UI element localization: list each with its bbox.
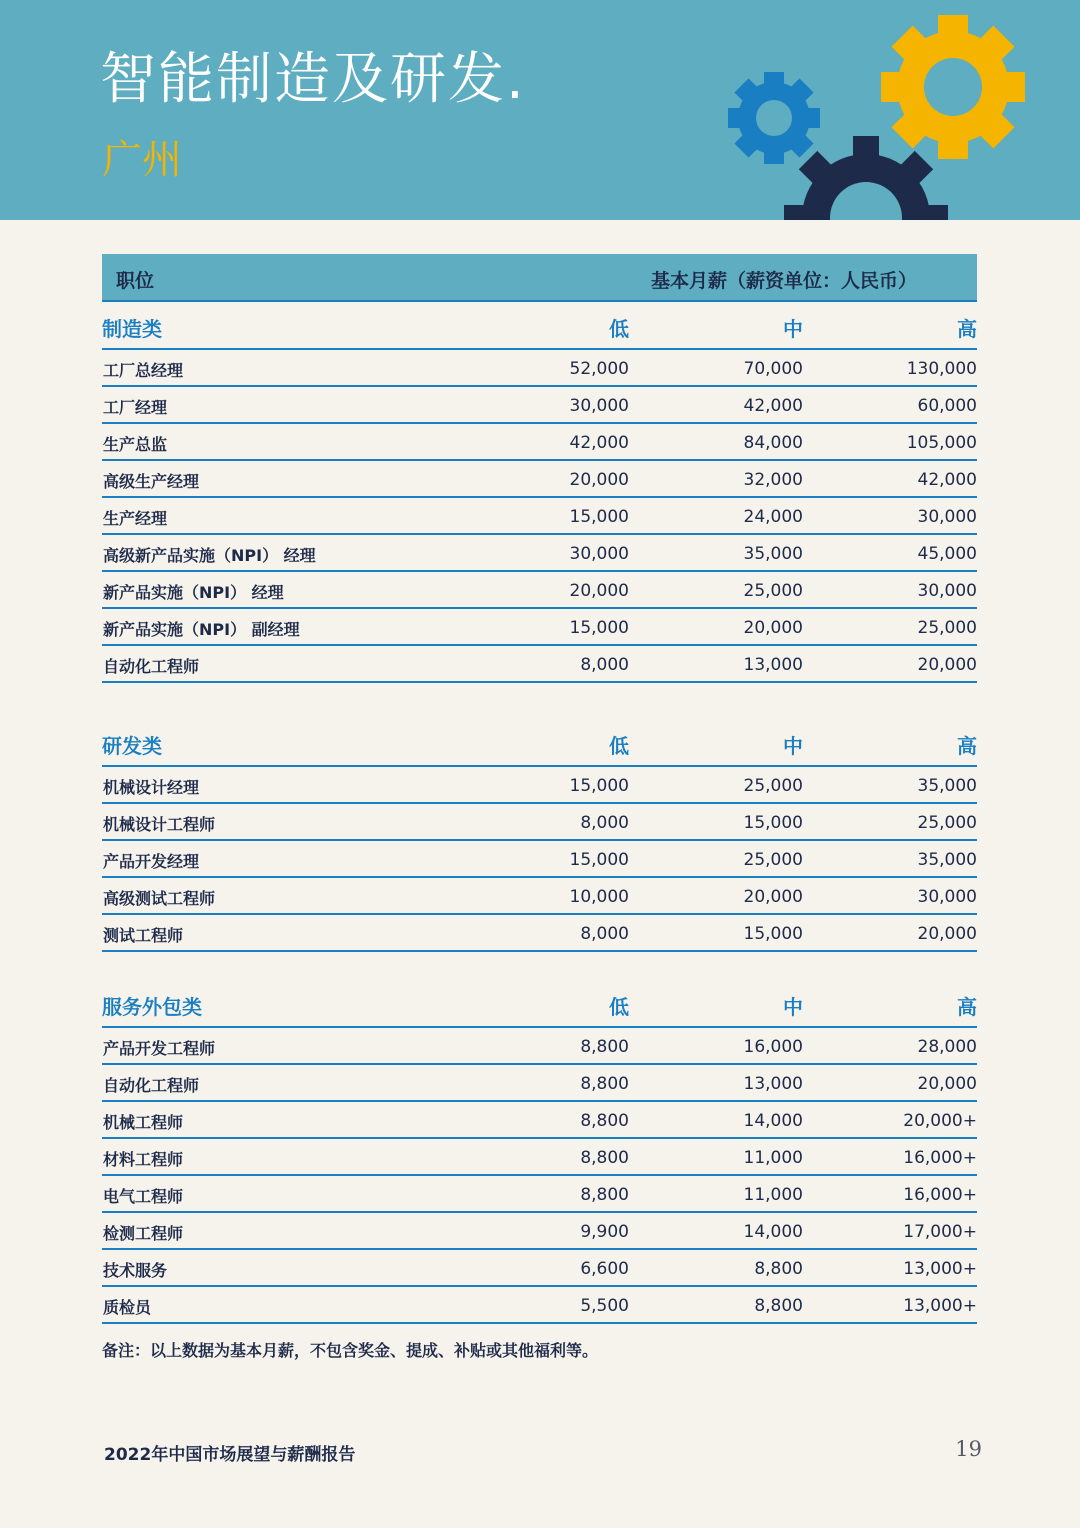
job-title: 材料工程师 (103, 1150, 184, 1169)
table-row (102, 1102, 977, 1139)
salary-high: 35,000 (917, 850, 977, 870)
job-title: 高级新产品实施（NPI） 经理 (103, 546, 316, 565)
table-section (102, 980, 977, 1324)
job-title: 自动化工程师 (103, 1076, 200, 1095)
salary-mid: 25,000 (743, 581, 803, 601)
salary-mid: 11,000 (743, 1185, 803, 1205)
salary-high: 13,000+ (903, 1259, 977, 1279)
salary-mid: 24,000 (743, 507, 803, 527)
page-title: 智能制造及研发. (100, 47, 526, 112)
salary-mid: 20,000 (743, 618, 803, 638)
column-low-label: 低 (609, 734, 629, 758)
salary-table (102, 254, 977, 1324)
salary-low: 8,000 (580, 924, 629, 944)
salary-high: 20,000 (917, 1074, 977, 1094)
salary-low: 8,000 (580, 813, 629, 833)
job-title: 高级生产经理 (103, 472, 200, 491)
salary-high: 20,000 (917, 924, 977, 944)
job-title: 机械设计工程师 (103, 815, 216, 834)
table-section (102, 719, 977, 952)
gear-icon-blue (728, 72, 820, 164)
salary-mid: 70,000 (743, 359, 803, 379)
job-title: 技术服务 (103, 1261, 168, 1280)
table-row (102, 1176, 977, 1213)
salary-high: 42,000 (917, 470, 977, 490)
salary-mid: 35,000 (743, 544, 803, 564)
salary-high: 105,000 (906, 433, 977, 453)
job-title: 工厂总经理 (103, 361, 184, 380)
table-row (102, 1250, 977, 1287)
salary-low: 30,000 (569, 396, 629, 416)
salary-low: 8,800 (580, 1111, 629, 1131)
salary-mid: 32,000 (743, 470, 803, 490)
column-high-label: 高 (957, 995, 977, 1019)
table-row (102, 1287, 977, 1324)
salary-low: 42,000 (569, 433, 629, 453)
salary-low: 15,000 (569, 618, 629, 638)
job-title: 质检员 (103, 1298, 152, 1317)
gear-icon-navy (784, 136, 948, 220)
job-title: 新产品实施（NPI） 副经理 (103, 620, 300, 639)
salary-low: 30,000 (569, 544, 629, 564)
job-title: 生产总监 (103, 435, 168, 454)
job-title: 生产经理 (103, 509, 168, 528)
section-title: 制造类 (102, 317, 162, 341)
salary-high: 16,000+ (903, 1148, 977, 1168)
job-title: 工厂经理 (103, 398, 168, 417)
salary-high: 25,000 (917, 813, 977, 833)
table-row (102, 572, 977, 609)
salary-mid: 14,000 (743, 1222, 803, 1242)
column-header-position: 职位 (116, 270, 155, 292)
salary-mid: 25,000 (743, 776, 803, 796)
table-row (102, 915, 977, 952)
gears-illustration (0, 0, 1080, 220)
salary-high: 20,000 (917, 655, 977, 675)
salary-low: 8,800 (580, 1148, 629, 1168)
salary-low: 15,000 (569, 850, 629, 870)
salary-low: 9,900 (580, 1222, 629, 1242)
job-title: 测试工程师 (103, 926, 184, 945)
job-title: 高级测试工程师 (103, 889, 216, 908)
salary-high: 30,000 (917, 887, 977, 907)
city-label: 广州 (102, 137, 182, 183)
table-header (102, 254, 977, 302)
table-row (102, 1065, 977, 1102)
salary-mid: 11,000 (743, 1148, 803, 1168)
salary-mid: 42,000 (743, 396, 803, 416)
salary-high: 30,000 (917, 581, 977, 601)
salary-high: 25,000 (917, 618, 977, 638)
footnote: 备注：以上数据为基本月薪，不包含奖金、提成、补贴或其他福利等。 (102, 1341, 599, 1360)
salary-mid: 20,000 (743, 887, 803, 907)
salary-high: 35,000 (917, 776, 977, 796)
job-title: 产品开发经理 (103, 852, 200, 871)
table-row (102, 878, 977, 915)
column-high-label: 高 (957, 317, 977, 341)
table-section (102, 302, 977, 683)
table-row (102, 498, 977, 535)
salary-high: 60,000 (917, 396, 977, 416)
salary-high: 45,000 (917, 544, 977, 564)
section-header (102, 980, 977, 1028)
table-row (102, 461, 977, 498)
column-mid-label: 中 (783, 317, 803, 341)
job-title: 检测工程师 (103, 1224, 184, 1243)
salary-low: 10,000 (569, 887, 629, 907)
header-banner (0, 0, 1080, 220)
job-title: 机械设计经理 (103, 778, 200, 797)
column-mid-label: 中 (783, 995, 803, 1019)
column-low-label: 低 (609, 995, 629, 1019)
salary-mid: 25,000 (743, 850, 803, 870)
salary-high: 130,000 (906, 359, 977, 379)
salary-low: 52,000 (569, 359, 629, 379)
salary-low: 8,000 (580, 655, 629, 675)
page-number: 19 (955, 1437, 982, 1461)
salary-low: 20,000 (569, 581, 629, 601)
salary-high: 20,000+ (903, 1111, 977, 1131)
salary-mid: 8,800 (754, 1296, 803, 1316)
section-title: 服务外包类 (102, 995, 202, 1019)
salary-mid: 8,800 (754, 1259, 803, 1279)
salary-mid: 13,000 (743, 1074, 803, 1094)
salary-mid: 15,000 (743, 813, 803, 833)
column-low-label: 低 (609, 317, 629, 341)
table-row (102, 841, 977, 878)
table-row (102, 609, 977, 646)
job-title: 自动化工程师 (103, 657, 200, 676)
salary-mid: 84,000 (743, 433, 803, 453)
report-title: 2022年中国市场展望与薪酬报告 (104, 1445, 356, 1465)
salary-low: 6,600 (580, 1259, 629, 1279)
job-title: 电气工程师 (103, 1187, 184, 1206)
table-row (102, 424, 977, 461)
salary-high: 28,000 (917, 1037, 977, 1057)
column-high-label: 高 (957, 734, 977, 758)
section-header (102, 719, 977, 767)
table-row (102, 535, 977, 572)
job-title: 机械工程师 (103, 1113, 184, 1132)
salary-mid: 16,000 (743, 1037, 803, 1057)
salary-high: 13,000+ (903, 1296, 977, 1316)
salary-low: 8,800 (580, 1037, 629, 1057)
salary-low: 20,000 (569, 470, 629, 490)
salary-mid: 13,000 (743, 655, 803, 675)
table-row (102, 350, 977, 387)
salary-high: 30,000 (917, 507, 977, 527)
salary-low: 15,000 (569, 507, 629, 527)
table-row (102, 804, 977, 841)
salary-low: 8,800 (580, 1074, 629, 1094)
table-row (102, 1213, 977, 1250)
table-row (102, 1139, 977, 1176)
salary-mid: 14,000 (743, 1111, 803, 1131)
section-title: 研发类 (102, 734, 162, 758)
salary-mid: 15,000 (743, 924, 803, 944)
gear-icon-yellow (881, 15, 1025, 159)
salary-high: 17,000+ (903, 1222, 977, 1242)
column-mid-label: 中 (783, 734, 803, 758)
salary-high: 16,000+ (903, 1185, 977, 1205)
salary-low: 5,500 (580, 1296, 629, 1316)
table-row (102, 646, 977, 683)
job-title: 新产品实施（NPI） 经理 (103, 583, 284, 602)
table-row (102, 387, 977, 424)
table-row (102, 1028, 977, 1065)
section-header (102, 302, 977, 350)
salary-low: 15,000 (569, 776, 629, 796)
table-row (102, 767, 977, 804)
column-header-salary: 基本月薪（薪资单位：人民币） (650, 270, 917, 292)
job-title: 产品开发工程师 (103, 1039, 216, 1058)
salary-low: 8,800 (580, 1185, 629, 1205)
